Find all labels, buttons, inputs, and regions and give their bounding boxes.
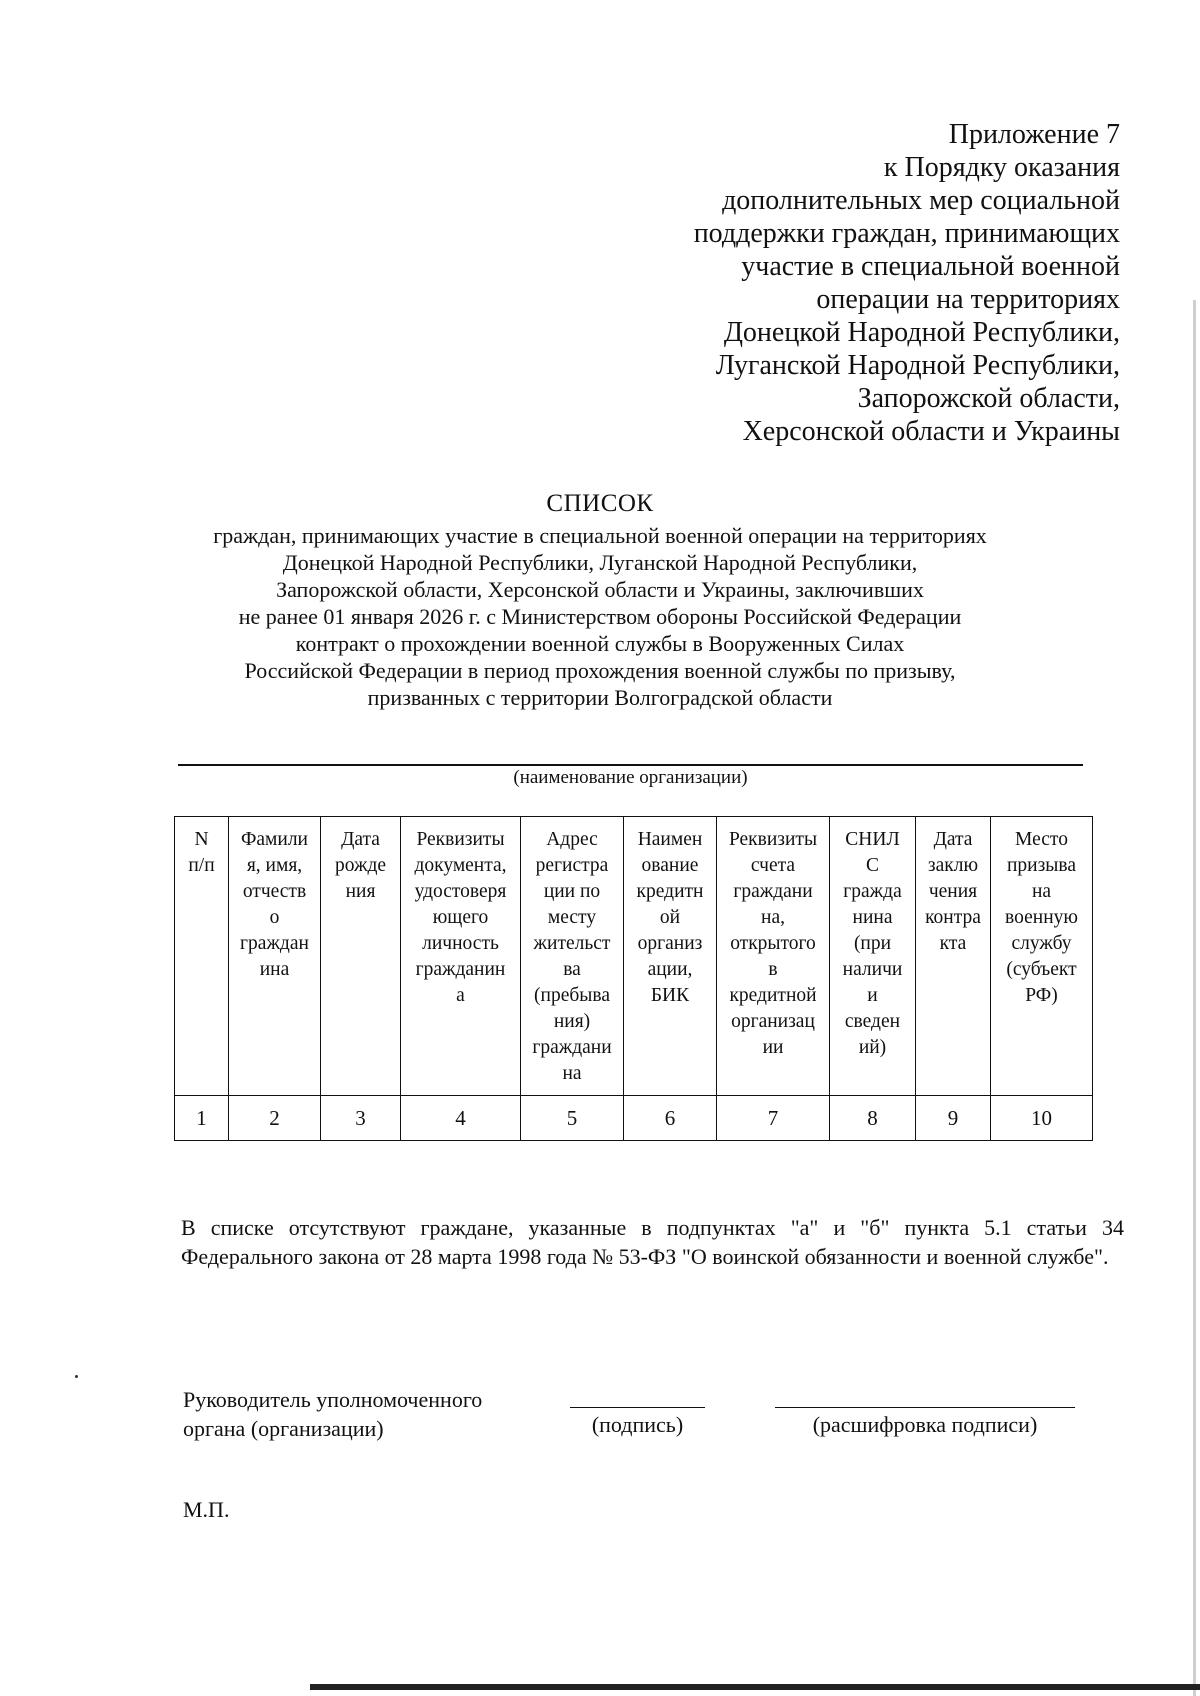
header-text: ой	[659, 907, 681, 928]
header-text: личность	[422, 933, 499, 954]
decryption-line	[775, 1407, 1075, 1408]
header-text: СНИЛ	[845, 829, 900, 850]
header-text: организ	[637, 933, 703, 954]
header-text: заклю	[927, 855, 979, 876]
appendix-header	[520, 118, 1120, 448]
signature-caption: (подпись)	[591, 1412, 684, 1437]
header-cell-number	[175, 817, 229, 1096]
column-number-cell: 3	[321, 1096, 401, 1141]
table-header-row	[175, 817, 1093, 1096]
header-text: гражда	[843, 881, 902, 902]
scan-edge-bottom	[310, 1684, 1200, 1690]
subtitle-line: не ранее 01 января 2026 г. с Министерством обороны Российской Федерации	[238, 604, 962, 629]
header-text: призыва	[1006, 855, 1077, 876]
column-number-cell: 1	[175, 1096, 229, 1141]
header-text: я, имя,	[246, 855, 303, 876]
column-number-cell: 6	[624, 1096, 717, 1141]
header-cell-conscription-place	[991, 817, 1093, 1096]
header-text: Реквизиты	[416, 829, 505, 850]
header-text: ва	[563, 959, 581, 980]
appendix-line: Луганской Народной Республики,	[715, 350, 1120, 381]
appendix-line: операции на территориях	[816, 284, 1120, 315]
header-text: (субъект	[1006, 959, 1077, 980]
header-text: Реквизиты	[728, 829, 818, 850]
header-text: открытого	[730, 933, 816, 954]
column-number-cell: 2	[229, 1096, 321, 1141]
header-cell-bank-name	[624, 817, 717, 1096]
subtitle-line: граждан, принимающих участие в специальной военной операции на территориях	[213, 523, 987, 548]
appendix-line: Херсонской области и Украины	[742, 416, 1120, 447]
subtitle-line: призванных с территории Волгоградской области	[367, 685, 833, 710]
header-text: ющего	[432, 907, 489, 928]
header-text: регистра	[535, 855, 609, 876]
header-text: жительст	[533, 933, 611, 954]
header-text: п/п	[188, 855, 215, 876]
header-text: Дата	[341, 829, 380, 850]
column-number-cell: 5	[521, 1096, 624, 1141]
subtitle-line: Запорожской области, Херсонской области и Украины, заключивших	[276, 577, 924, 602]
header-text: Адрес	[546, 829, 598, 850]
header-text: ий)	[858, 1037, 887, 1058]
header-text: отчеств	[242, 881, 307, 902]
header-text: чения	[928, 881, 978, 902]
appendix-line: участие в специальной военной	[741, 251, 1120, 282]
header-text: ование	[641, 855, 699, 876]
header-text: службу	[1011, 933, 1072, 954]
header-text: ции по	[543, 881, 601, 902]
signatory-label	[183, 1385, 482, 1443]
header-text: граждани	[532, 1037, 612, 1058]
exclusion-note: В списке отсутствуют граждане, указанные в подпунктах "а" и "б" пункта 5.1 статьи 34 Федерального закона от 28 марта 1998 года № 53-ФЗ "О воинской обязанности и военной службе".	[181, 1215, 1124, 1269]
header-text: ина	[259, 959, 290, 980]
header-cell-id-document	[401, 817, 521, 1096]
signature-line	[570, 1407, 705, 1408]
appendix-line: Запорожской области,	[857, 383, 1120, 414]
header-text: Место	[1015, 829, 1068, 850]
document-subtitle	[100, 522, 1100, 711]
header-text: документа,	[414, 855, 507, 876]
header-text: граждан	[240, 933, 309, 954]
header-text: Фамили	[240, 829, 308, 850]
header-text: гражданин	[415, 959, 506, 980]
header-text: Наимен	[637, 829, 703, 850]
header-text: ния)	[553, 1011, 591, 1032]
header-text: на	[1031, 881, 1052, 902]
header-text: на,	[761, 907, 785, 928]
header-cell-address	[521, 817, 624, 1096]
header-text: кредитн	[636, 881, 704, 902]
decryption-caption: (расшифровка подписи)	[812, 1412, 1038, 1437]
header-text: в	[768, 959, 778, 980]
column-number-cell: 4	[401, 1096, 521, 1141]
scan-edge-right	[1193, 300, 1196, 1696]
header-text: ния	[345, 881, 376, 902]
appendix-line: поддержки граждан, принимающих	[693, 218, 1120, 249]
header-cell-bank-account	[717, 817, 830, 1096]
appendix-line: дополнительных мер социальной	[722, 185, 1120, 216]
organization-name-line	[178, 764, 1083, 766]
header-text: кредитной	[729, 985, 817, 1006]
header-text: рожде	[334, 855, 387, 876]
appendix-line: к Порядку оказания	[883, 152, 1120, 183]
citizens-table	[174, 816, 1093, 1141]
appendix-line: Приложение 7	[948, 119, 1120, 150]
header-text: РФ)	[1025, 985, 1058, 1006]
header-text: сведен	[844, 1011, 901, 1032]
scan-speck	[75, 1375, 78, 1378]
column-number-cell: 9	[916, 1096, 991, 1141]
header-text: и	[867, 985, 878, 1006]
header-text: счета	[750, 855, 796, 876]
header-text: удостоверя	[414, 881, 507, 902]
header-text: N	[194, 829, 209, 850]
header-text: (при	[853, 933, 892, 954]
header-text: военную	[1005, 907, 1078, 928]
header-text: нина	[852, 907, 893, 928]
document-title: СПИСОК	[546, 490, 654, 517]
header-cell-birth-date	[321, 817, 401, 1096]
header-text: месту	[547, 907, 597, 928]
stamp-placeholder: М.П.	[183, 1497, 230, 1522]
header-text: (пребыва	[534, 985, 610, 1006]
header-text: кта	[939, 933, 967, 954]
subtitle-line: Российской Федерации в период прохождения военной службы по призыву,	[244, 658, 956, 683]
header-text: наличи	[842, 959, 903, 980]
subtitle-line: Донецкой Народной Республики, Луганской Народной Республики,	[282, 550, 918, 575]
table-row	[175, 1096, 1093, 1141]
header-cell-contract-date	[916, 817, 991, 1096]
appendix-line: Донецкой Народной Республики,	[723, 317, 1120, 348]
column-number-cell: 10	[991, 1096, 1093, 1141]
header-text: а	[456, 985, 465, 1006]
header-text: С	[865, 855, 879, 876]
header-text: граждани	[733, 881, 813, 902]
column-number-cell: 7	[717, 1096, 830, 1141]
header-text: на	[562, 1063, 582, 1084]
header-text: организац	[731, 1011, 815, 1032]
signatory-label-line: Руководитель уполномоченного	[183, 1387, 483, 1412]
organization-caption: (наименование организации)	[513, 767, 748, 788]
signatory-label-line: органа (организации)	[183, 1416, 384, 1441]
header-text: ации,	[647, 959, 693, 980]
header-text: Дата	[933, 829, 973, 850]
header-text: БИК	[650, 985, 690, 1006]
header-text: ии	[762, 1037, 784, 1058]
column-number-cell: 8	[830, 1096, 916, 1141]
header-cell-snils	[830, 817, 916, 1096]
header-cell-full-name	[229, 817, 321, 1096]
subtitle-line: контракт о прохождении военной службы в Вооруженных Силах	[295, 631, 905, 656]
header-text: о	[269, 907, 280, 928]
header-text: контра	[925, 907, 981, 928]
